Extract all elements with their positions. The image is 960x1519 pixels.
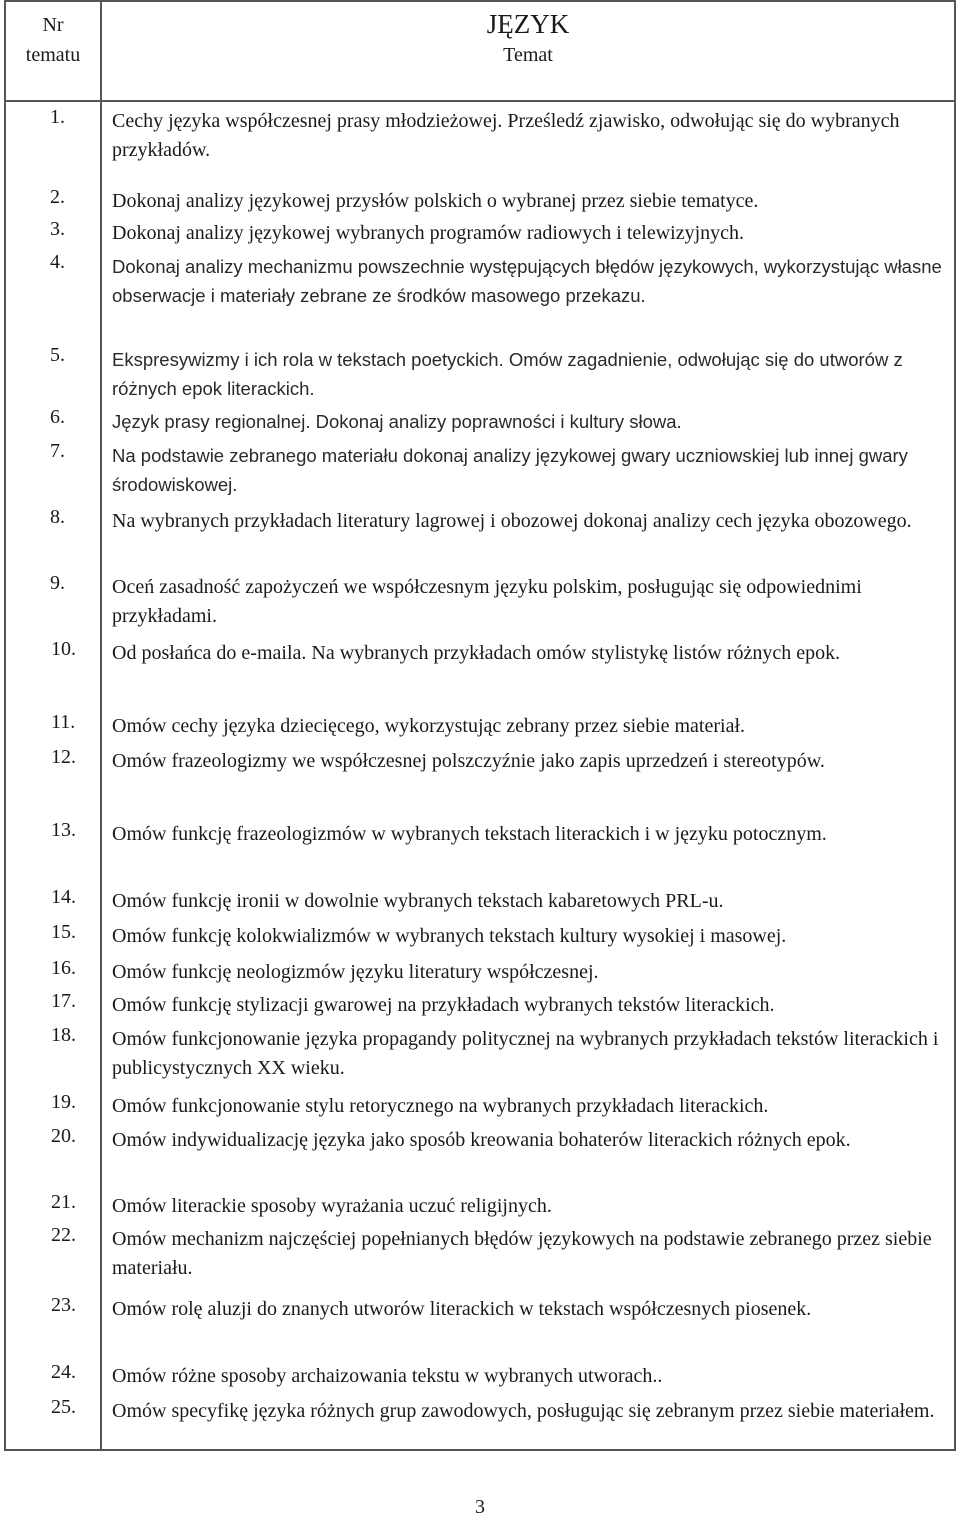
table-body	[6, 102, 954, 1449]
topic-text: Omów funkcję frazeologizmów w wybranych tekstach literackich i w języku potocznym.	[112, 823, 827, 845]
topic-text: Omów mechanizm najczęściej popełnianych błędów językowych na podstawie zebranego przez siebie materiału.	[112, 1228, 932, 1279]
topic-number: 19.	[51, 1091, 76, 1113]
topic-number: 12.	[51, 746, 76, 768]
topic-text: Omów różne sposoby archaizowania tekstu w wybranych utworach..	[112, 1365, 663, 1387]
topic-number: 14.	[51, 886, 76, 908]
topic-text: Omów funkcjonowanie stylu retorycznego na wybranych przykładach literackich.	[112, 1095, 769, 1117]
topic-number: 23.	[51, 1294, 76, 1316]
topic-number: 2.	[50, 186, 65, 208]
topic-number: 10.	[51, 638, 76, 660]
topic-text: Omów indywidualizację języka jako sposób kreowania bohaterów literackich różnych epok.	[112, 1129, 851, 1151]
topic-text: Ekspresywizmy i ich rola w tekstach poetyckich. Omów zagadnienie, odwołując się do utworów z różnych epok literackich.	[112, 349, 903, 399]
topic-number: 5.	[50, 344, 65, 366]
topic-text: Omów literackie sposoby wyrażania uczuć religijnych.	[112, 1195, 552, 1217]
topic-number: 24.	[51, 1361, 76, 1383]
topic-text: Cechy języka współczesnej prasy młodzieżowej. Prześledź zjawisko, odwołując się do wybranych przykładów.	[112, 110, 900, 161]
column-subtitle: Temat	[503, 44, 553, 66]
topic-number: 6.	[50, 406, 65, 428]
section-title: JĘZYK	[486, 9, 570, 39]
topic-text: Omów cechy języka dziecięcego, wykorzystując zebrany przez siebie materiał.	[112, 715, 746, 737]
topic-text: Oceń zasadność zapożyczeń we współczesnym języku polskim, posługując się odpowiednimi przykładami.	[112, 576, 862, 627]
topic-text: Omów funkcję stylizacji gwarowej na przykładach wybranych tekstów literackich.	[112, 994, 775, 1016]
topic-text: Dokonaj analizy językowej przysłów polskich o wybranej przez siebie tematyce.	[112, 190, 759, 212]
nr-column	[6, 102, 102, 1449]
topic-number: 13.	[51, 819, 76, 841]
topic-number: 17.	[51, 990, 76, 1012]
topic-number: 7.	[50, 440, 65, 462]
topic-text: Od posłańca do e-maila. Na wybranych przykładach omów stylistykę listów różnych epok.	[112, 642, 841, 664]
nr-header-line2: tematu	[25, 44, 81, 66]
topic-number: 1.	[50, 106, 65, 128]
topic-text: Omów rolę aluzji do znanych utworów literackich w tekstach współczesnych piosenek.	[112, 1298, 812, 1320]
topic-number: 9.	[50, 572, 65, 594]
page-number: 3	[475, 1496, 485, 1518]
topic-number: 8.	[50, 506, 65, 528]
topic-number: 15.	[51, 921, 76, 943]
topic-text: Omów funkcję neologizmów języku literatury współczesnej.	[112, 961, 599, 983]
topics-table	[4, 0, 956, 1451]
topic-text: Na wybranych przykładach literatury lagrowej i obozowej dokonaj analizy cech języka obozowego.	[112, 510, 912, 532]
topic-number: 18.	[51, 1024, 76, 1046]
topic-text: Omów funkcję ironii w dowolnie wybranych tekstach kabaretowych PRL-u.	[112, 890, 724, 912]
topic-column-header	[102, 2, 954, 100]
topic-column	[102, 102, 954, 1449]
topic-number: 22.	[51, 1224, 76, 1246]
topic-text: Dokonaj analizy językowej wybranych programów radiowych i telewizyjnych.	[112, 222, 745, 244]
topic-number: 11.	[51, 711, 76, 733]
topic-number: 3.	[50, 218, 65, 240]
topic-text: Dokonaj analizy mechanizmu powszechnie występujących błędów językowych, wykorzystując własne obserwacje i materiały zebrane ze środków masowego przekazu.	[112, 256, 942, 306]
topic-text: Język prasy regionalnej. Dokonaj analizy poprawności i kultury słowa.	[112, 411, 682, 432]
topic-number: 21.	[51, 1191, 76, 1213]
topic-number: 4.	[50, 251, 65, 273]
table-header	[6, 2, 954, 102]
topic-text: Omów funkcję kolokwializmów w wybranych tekstach kultury wysokiej i masowej.	[112, 925, 787, 947]
topic-text: Omów specyfikę języka różnych grup zawodowych, posługując się zebranym przez siebie materiałem.	[112, 1400, 935, 1422]
topic-number: 25.	[51, 1396, 76, 1418]
topic-number: 16.	[51, 957, 76, 979]
topic-text: Omów frazeologizmy we współczesnej polszczyźnie jako zapis uprzedzeń i stereotypów.	[112, 750, 825, 772]
nr-column-header	[6, 2, 102, 100]
nr-header-line1: Nr	[42, 14, 64, 36]
topic-text: Omów funkcjonowanie języka propagandy politycznej na wybranych przykładach tekstów literackich i publicystycznych XX wieku.	[112, 1028, 939, 1079]
topic-text: Na podstawie zebranego materiału dokonaj analizy językowej gwary uczniowskiej lub innej gwary środowiskowej.	[112, 445, 908, 495]
topic-number: 20.	[51, 1125, 76, 1147]
